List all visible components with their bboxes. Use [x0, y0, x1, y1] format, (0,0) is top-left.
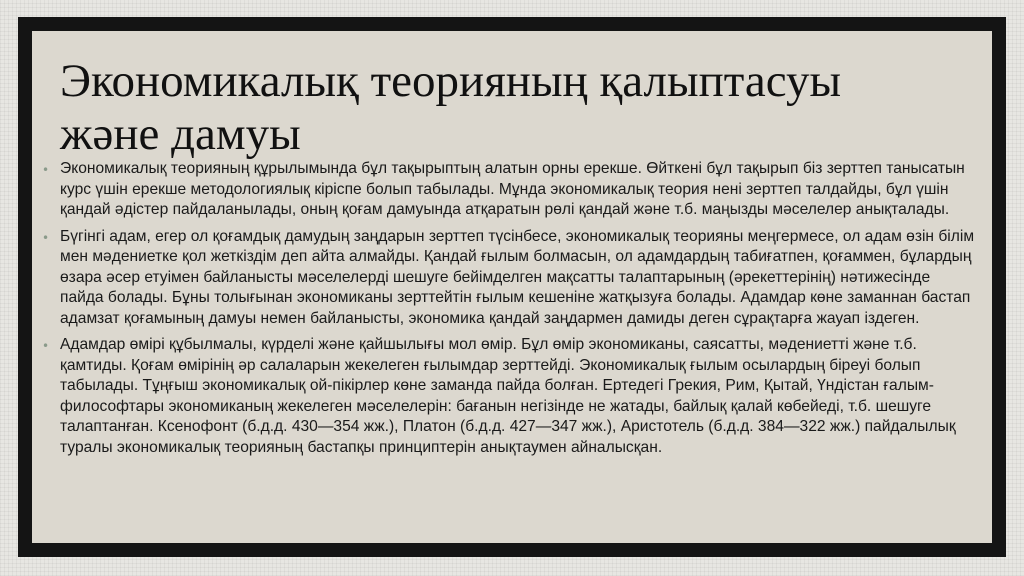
bullet-text: Экономикалық теорияның құрылымында бұл тақырыптың алатын орны ерекше. Өйткені бұл тақырып біз зерттеп танысатын курс үшін ерекше методологиялық кіріспе болып табылады. Мұнда экономикалық теория нені зерттеп талдайды, бұл үшін қандай әдістер пайдаланылады, оның қоғам дамуында атқаратын рөлі қандай және т.б. маңызды мәселелер анықталады.: [60, 160, 965, 218]
bullet-text: Бүгінгі адам, егер ол қоғамдық дамудың заңдарын зерттеп түсінбесе, экономикалық теорияны меңгермесе, ол адам өзін білім мен мәдениетке қол жеткіздім деп айта алмайды. Қандай ғылым болмасын, ол адамдардың табиғатпен, қоғаммен, бұлардың өзара әсер етуімен байланысты мәселелерді шешуге бейімделген мақсатты талаптарының (әрекеттерінің) нәтижесінде пайда болады. Бұны толығынан экономиканы зерттейтін ғылым кешеніне жатқызуға болады. Адамдар көне заманнан бастап адамзат қоғамының дамуы немен байланысты, экономика қандай заңдармен дамиды деген сұрақтарға жауап іздеген.: [60, 227, 975, 327]
bullet-item: [42, 227, 978, 330]
bullet-icon: •: [42, 163, 50, 177]
slide-frame: [18, 17, 1006, 557]
bullet-item: [42, 159, 978, 221]
title-line-1: Экономикалық теорияның қалыптасуы: [60, 55, 842, 107]
bullet-icon: •: [42, 339, 50, 353]
bullet-icon: •: [42, 230, 50, 245]
slide-title: [60, 55, 960, 161]
bullet-text: Адамдар өмірі құбылмалы, күрделі және қайшылығы мол өмір. Бұл өмір экономиканы, саясатты, мәдениетті және т.б. қамтиды. Қоғам өмірінің әр салаларын жекелеген ғылымдар зерттейді. Экономикалық ғылым осылардың біреуі болып табылады. Тұңғыш экономикалық ой-пікірлер көне заманда пайда болған. Ертедегі Грекия, Рим, Қытай, Үндістан ғалым-философтары экономиканың жекелеген мәселелерін: бағанын негізінде не жатады, байлық қалай көбейеді, т.б. шешуге талаптанған. Ксенофонт (б.д.д. 430—354 жж.), Платон (б.д.д. 427—347 жж.), Аристотель (б.д.д. 384—322 жж.) пайдалылық туралы экономикалық теорияның бастапқы принциптерін анықтаумен айналысқан.: [60, 336, 956, 456]
title-line-2: және дамуы: [60, 108, 301, 160]
bullet-item: [42, 335, 978, 458]
slide-content: [32, 31, 992, 543]
bullet-list: [42, 159, 978, 464]
